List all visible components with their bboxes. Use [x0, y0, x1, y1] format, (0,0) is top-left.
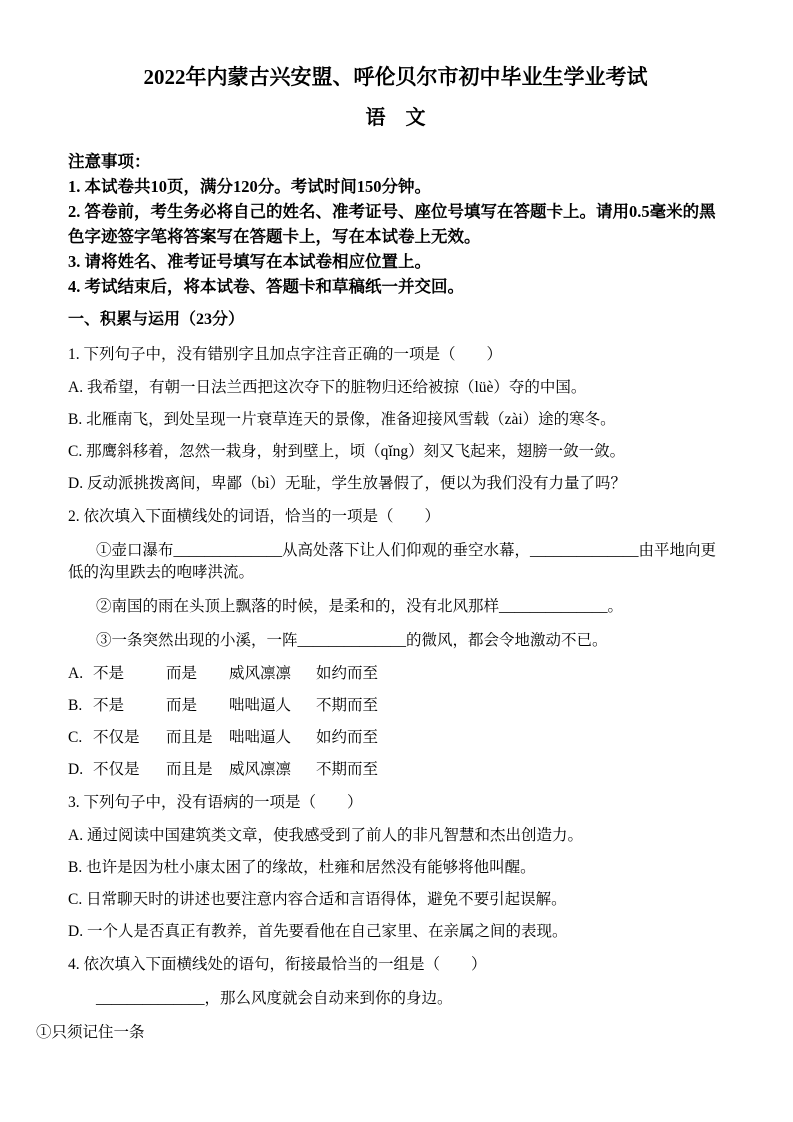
question-4-first-item: ①只须记住一条 — [36, 1024, 145, 1042]
question-2-stem: 2. 依次填入下面横线处的词语，恰当的一项是（ ） — [68, 508, 441, 526]
question-3-option-a: A. 通过阅读中国建筑类文章，使我感受到了前人的非凡智慧和杰出创造力。 — [68, 827, 583, 845]
section-heading: 一、积累与运用（23分） — [68, 311, 245, 329]
question-2-option-d — [68, 759, 723, 780]
question-2-subitem-2: ②南国的雨在头顶上飘落的时候，是柔和的，没有北风那样______________。 — [96, 598, 624, 616]
page-title: 2022年内蒙古兴安盟、呼伦贝尔市初中毕业生学业考试 — [143, 65, 648, 89]
option-label: C. — [68, 729, 83, 747]
option-word-1: 不是 — [93, 697, 125, 715]
option-word-1: 不是 — [93, 665, 125, 683]
option-label: A. — [68, 665, 84, 683]
subject-title: 语 文 — [365, 107, 426, 130]
question-3-option-b: B. 也许是因为杜小康太困了的缘故，杜雍和居然没有能够将他叫醒。 — [68, 859, 536, 877]
question-1-option-d: D. 反动派挑拨离间，卑鄙（bì）无耻，学生放暑假了，便以为我们没有力量了吗？ — [68, 475, 627, 493]
option-word-2: 而且是 — [166, 729, 213, 747]
question-3-option-c: C. 日常聊天时的讲述也要注意内容合适和言语得体，避免不要引起误解。 — [68, 891, 567, 909]
question-1-option-c: C. 那鹰斜移着，忽然一栽身，射到壁上，顷（qǐng）刻又飞起来，翅膀一敛一敛。 — [68, 443, 626, 461]
notice-section — [68, 149, 723, 299]
notice-heading: 注意事项： — [68, 152, 151, 172]
option-word-4: 如约而至 — [316, 665, 379, 683]
option-word-2: 而是 — [166, 665, 198, 683]
question-3-stem: 3. 下列句子中，没有语病的一项是（ ） — [68, 794, 363, 812]
question-1-option-a: A. 我希望，有朝一日法兰西把这次夺下的脏物归还给被掠（lüè）夺的中国。 — [68, 379, 587, 397]
question-2-subitem-3: ③一条突然出现的小溪，一阵______________的微风，都会令地激动不已。 — [96, 632, 608, 650]
notice-item-4: 4. 考试结束后，将本试卷、答题卡和草稿纸一并交回。 — [68, 277, 464, 297]
option-word-2: 而且是 — [166, 761, 213, 779]
question-2-option-a — [68, 663, 723, 684]
option-word-1: 不仅是 — [93, 729, 140, 747]
option-word-4: 如约而至 — [316, 729, 379, 747]
question-2-option-b — [68, 695, 723, 716]
question-4-stem: 4. 依次填入下面横线处的语句，衔接最恰当的一组是（ ） — [68, 956, 487, 974]
question-2-subitem-1: ①壶口瀑布______________从高处落下让人们仰观的垂空水幕，______________由平地向更低的沟里跌去的咆哮洪流。 — [68, 542, 717, 582]
option-word-4: 不期而至 — [316, 697, 379, 715]
option-word-3: 咄咄逼人 — [229, 697, 292, 715]
option-word-2: 而是 — [166, 697, 198, 715]
option-word-4: 不期而至 — [316, 761, 379, 779]
notice-item-3: 3. 请将姓名、准考证号填写在本试卷相应位置上。 — [68, 252, 431, 272]
question-4-blank-line: ______________，那么风度就会自动来到你的身边。 — [96, 990, 453, 1008]
option-word-3: 威风凛凛 — [229, 665, 292, 683]
option-label: D. — [68, 761, 84, 779]
question-1-option-b: B. 北雁南飞，到处呈现一片衰草连天的景像，准备迎接风雪载（zài）途的寒冬。 — [68, 411, 616, 429]
question-3-option-d: D. 一个人是否真正有教养，首先要看他在自己家里、在亲属之间的表现。 — [68, 923, 568, 941]
question-2-option-c — [68, 727, 723, 748]
option-word-3: 威风凛凛 — [229, 761, 292, 779]
notice-item-1: 1. 本试卷共10页，满分120分。考试时间150分钟。 — [68, 177, 431, 197]
option-label: B. — [68, 697, 83, 715]
notice-item-2: 2. 答卷前，考生务必将自己的姓名、准考证号、座位号填写在答题卡上。请用0.5毫米的黑色字迹签字笔将答案写在答题卡上，写在本试卷上无效。 — [68, 202, 716, 247]
question-1-stem: 1. 下列句子中，没有错别字且加点字注音正确的一项是（ ） — [68, 346, 503, 364]
option-word-3: 咄咄逼人 — [229, 729, 292, 747]
option-word-1: 不仅是 — [93, 761, 140, 779]
